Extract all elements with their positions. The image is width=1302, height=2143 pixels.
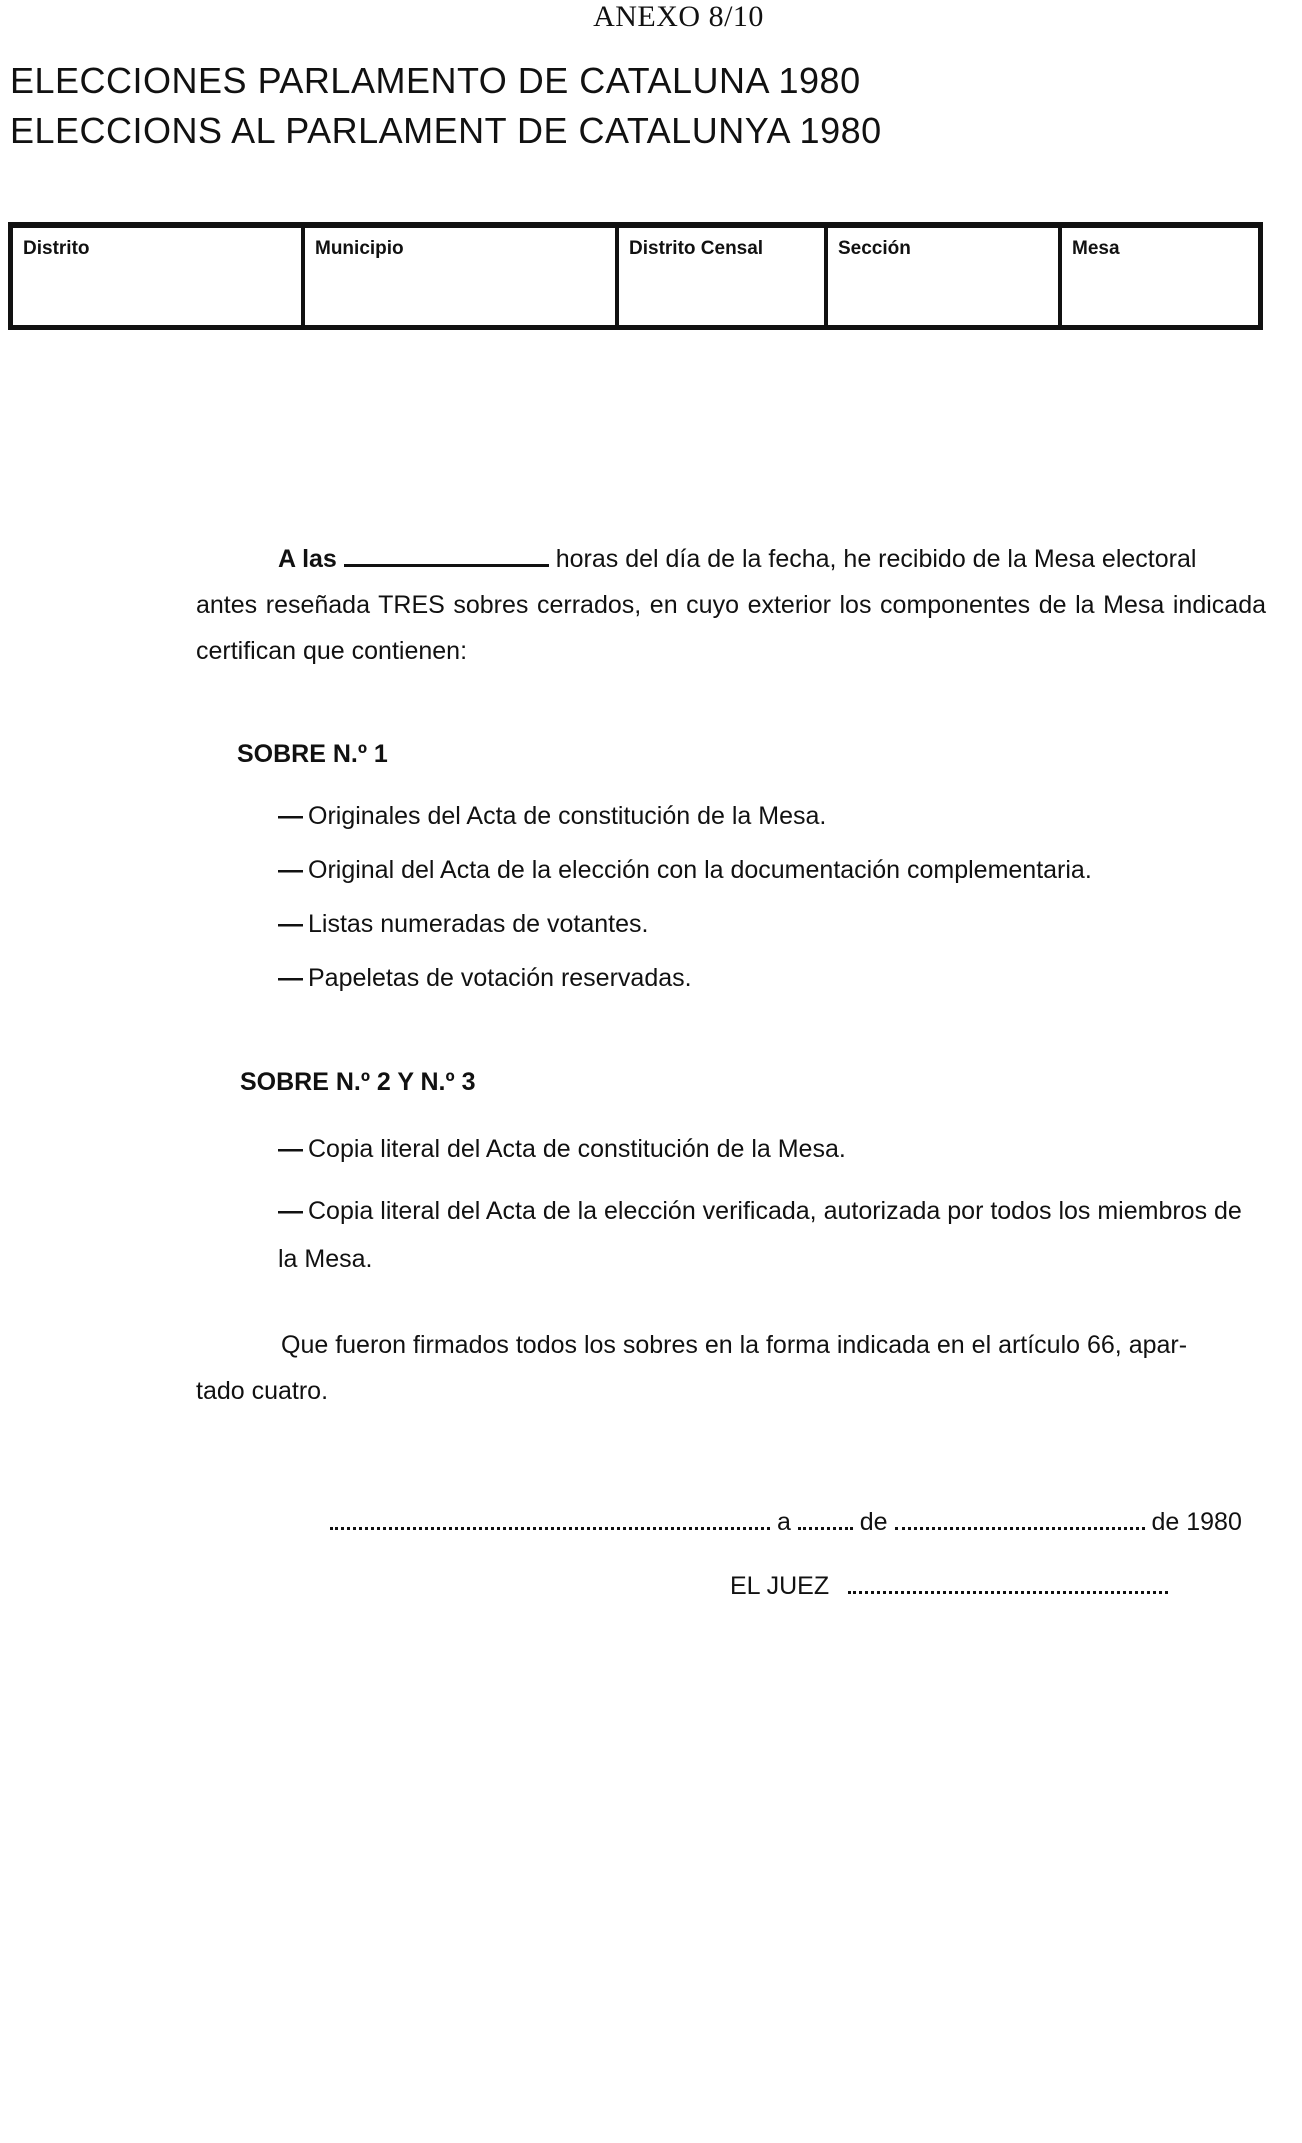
list-item: — Originales del Acta de constitución de la Mesa. (278, 802, 827, 830)
list-item: — Copia literal del Acta de la elección verificada, autorizada por todos los miembros de la Mesa. (278, 1197, 1242, 1273)
sobre1-title: SOBRE N.º 1 (237, 740, 388, 768)
annex-number: ANEXO 8/10 (593, 0, 764, 33)
header-fields-table (8, 222, 1263, 330)
hour-blank[interactable] (344, 552, 549, 567)
label-year: de 1980 (1151, 1508, 1242, 1536)
month-blank[interactable] (895, 1517, 1145, 1530)
list-item: — Original del Acta de la elección con la documentación complementaria. (278, 856, 1092, 884)
intro-rest: antes reseñada TRES sobres cerrados, en cuyo exterior los componentes de la Mesa indicada certifican que contienen: (196, 591, 1266, 665)
closing-second: tado cuatro. (196, 1377, 329, 1405)
sobre23-title: SOBRE N.º 2 Y N.º 3 (240, 1068, 476, 1096)
list-item: — Copia literal del Acta de constitución de la Mesa. (278, 1135, 846, 1163)
label-a: a (776, 1508, 791, 1536)
label-de: de (859, 1508, 888, 1536)
closing-first: Que fueron firmados todos los sobres en la forma indicada en el artículo 66, apar- (281, 1331, 1188, 1359)
list-item: — Listas numeradas de votantes. (278, 910, 649, 938)
title-spanish: ELECCIONES PARLAMENTO DE CATALUNA 1980 (10, 60, 861, 101)
list-item: — Papeletas de votación reservadas. (278, 964, 692, 992)
judge-signature-blank[interactable] (848, 1581, 1168, 1594)
field-municipio[interactable]: Municipio (303, 225, 617, 328)
field-distrito[interactable]: Distrito (23, 238, 90, 259)
field-mesa[interactable]: Mesa (1060, 225, 1261, 328)
closing-paragraph (196, 1322, 1266, 1414)
intro-line1: horas del día de la fecha, he recibido de la Mesa electoral (555, 545, 1197, 573)
judge-line (730, 1572, 1168, 1601)
title-catalan: ELECCIONS AL PARLAMENT DE CATALUNYA 1980 (10, 110, 882, 151)
intro-lead: A las (278, 545, 337, 573)
place-blank[interactable] (330, 1517, 770, 1530)
place-date-line (330, 1508, 1270, 1537)
judge-label: EL JUEZ (730, 1572, 830, 1600)
field-seccion[interactable]: Sección (826, 225, 1060, 328)
intro-paragraph (196, 536, 1266, 674)
field-distrito-censal[interactable]: Distrito Censal (617, 225, 826, 328)
day-blank[interactable] (798, 1517, 853, 1530)
